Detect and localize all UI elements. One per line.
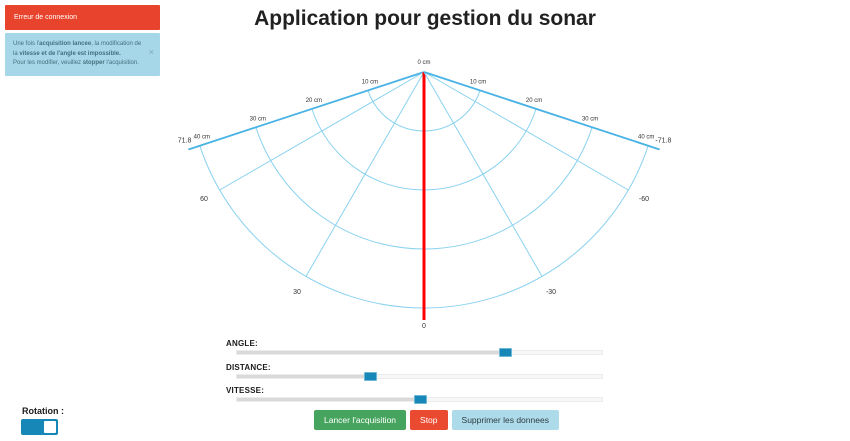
vitesse-slider-row <box>226 386 606 406</box>
svg-text:40 cm: 40 cm <box>193 134 210 141</box>
page-title: Application pour gestion du sonar <box>254 7 596 30</box>
stop-button[interactable]: Stop <box>410 410 448 430</box>
svg-text:60: 60 <box>200 196 208 203</box>
distance-slider-label: DISTANCE: <box>226 362 271 372</box>
vitesse-slider-fill <box>237 398 420 401</box>
svg-text:20 cm: 20 cm <box>525 97 543 104</box>
vitesse-slider-thumb[interactable] <box>414 395 427 404</box>
distance-slider-fill <box>237 375 370 378</box>
angle-slider[interactable] <box>236 350 603 355</box>
angle-slider-row <box>226 339 606 359</box>
launch-acquisition-button[interactable]: Lancer l'acquisition <box>314 410 406 430</box>
distance-slider-row <box>226 363 606 383</box>
svg-text:10 cm: 10 cm <box>469 79 487 86</box>
rotation-toggle[interactable] <box>21 419 58 435</box>
error-toast-text: Erreur de connexion <box>14 14 78 21</box>
info-alert-text: Une fois l'acquisition lancee, la modification de la vitesse et de l'angle est impossible. Pour les modifier, veuillez stopper l'acquisition. <box>13 41 142 67</box>
vitesse-slider-label: VITESSE: <box>226 386 265 395</box>
angle-slider-label: ANGLE: <box>226 339 258 348</box>
angle-slider-thumb[interactable] <box>499 348 512 357</box>
svg-text:-60: -60 <box>638 196 650 203</box>
close-icon[interactable]: × <box>148 47 154 57</box>
svg-text:71.8: 71.8 <box>177 137 192 145</box>
svg-text:0 cm: 0 cm <box>417 60 431 66</box>
svg-text:10 cm: 10 cm <box>361 79 379 86</box>
svg-text:0: 0 <box>422 323 426 330</box>
rotation-label: Rotation : <box>22 406 64 416</box>
distance-slider-thumb[interactable] <box>364 372 377 381</box>
svg-text:30 cm: 30 cm <box>581 116 599 123</box>
svg-text:40 cm: 40 cm <box>638 134 655 141</box>
delete-data-button[interactable]: Supprimer les donnees <box>452 410 559 430</box>
rotation-toggle-knob[interactable] <box>44 421 56 433</box>
distance-slider[interactable] <box>236 374 603 379</box>
actions-bar <box>314 410 559 430</box>
svg-text:-71.8: -71.8 <box>655 137 672 145</box>
svg-text:30: 30 <box>293 288 301 296</box>
svg-text:-30: -30 <box>545 288 557 296</box>
svg-text:20 cm: 20 cm <box>305 97 323 104</box>
vitesse-slider[interactable] <box>236 397 603 402</box>
svg-text:30 cm: 30 cm <box>249 116 267 123</box>
angle-slider-fill <box>237 351 505 354</box>
